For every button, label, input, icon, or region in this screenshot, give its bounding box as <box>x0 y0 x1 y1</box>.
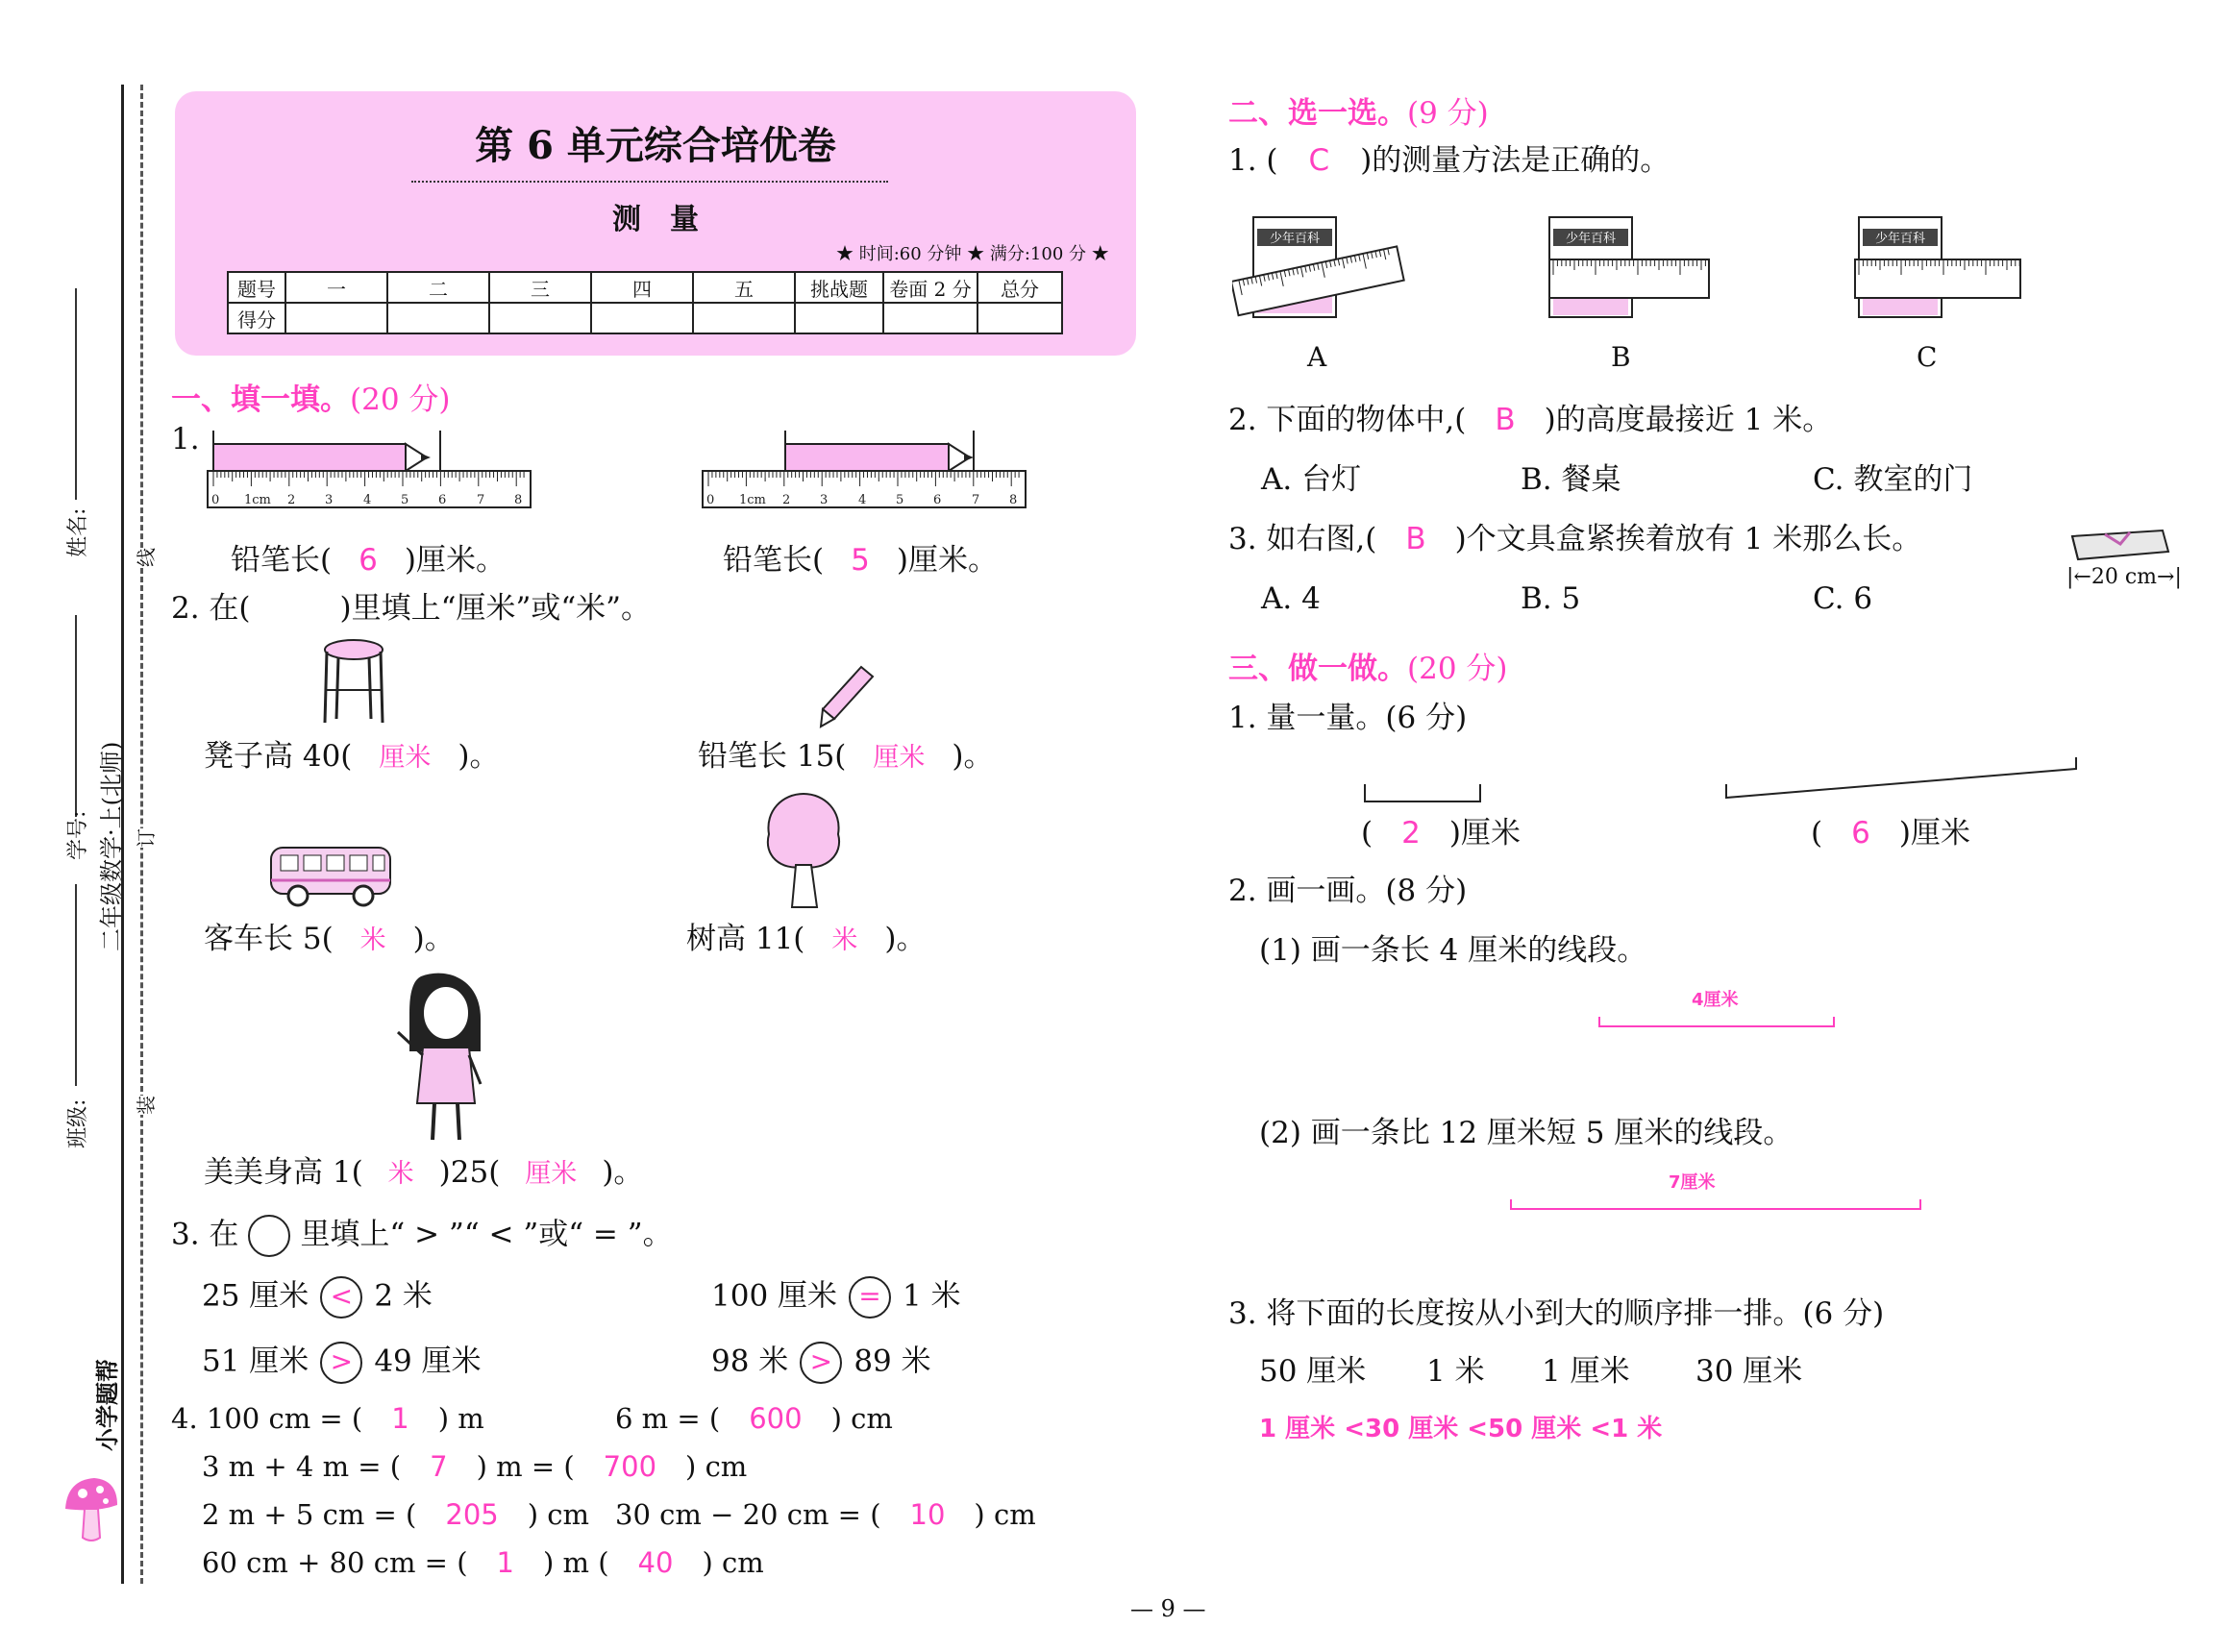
score-cell: 四 <box>591 272 693 303</box>
text: 3. 如右图,( <box>1228 522 1377 556</box>
text: 铅笔长( <box>723 543 825 578</box>
score-cell: 总分 <box>977 272 1062 303</box>
score-cell: 卷面 2 分 <box>883 272 977 303</box>
q4-line1b <box>615 1402 893 1435</box>
answer-text[interactable]: 2 <box>1401 816 1421 851</box>
score-input[interactable] <box>285 303 387 333</box>
score-cell: 三 <box>489 272 591 303</box>
book-title: 少年百科 <box>1874 232 1926 246</box>
text: 51 厘米 <box>202 1344 309 1379</box>
text: )。 <box>412 922 455 956</box>
s3-q1a-answer <box>1361 816 1521 851</box>
text: 铅笔长 15( <box>698 739 847 774</box>
s3-q2a-prompt: (1) 画一条长 4 厘米的线段。 <box>1259 933 1647 968</box>
score-input[interactable] <box>977 303 1062 333</box>
mushroom-logo-icon <box>58 1470 125 1547</box>
s3-q2b-answer-label: 7厘米 <box>1669 1172 1716 1193</box>
class-underline <box>75 884 77 1086</box>
score-input[interactable] <box>883 303 977 333</box>
q2-pencil-line <box>698 739 994 774</box>
measure-bracket: →| <box>2157 565 2182 589</box>
option-b-book-ruler <box>1538 210 1711 325</box>
ruler-label: 7 <box>477 493 485 507</box>
s2-q3-option-a: A. 4 <box>1261 581 1321 616</box>
answer-text[interactable]: 700 <box>603 1450 657 1483</box>
answer-text[interactable]: 厘米 <box>525 1159 578 1189</box>
text: ) m = ( <box>476 1450 575 1483</box>
brand-label: 小学题帮 <box>93 1359 121 1451</box>
section-title: 二、选一选。 <box>1228 96 1407 131</box>
q1-number: 1. <box>171 422 200 456</box>
ruler-label: 6 <box>438 493 447 507</box>
class-label: 班级: <box>66 1098 90 1148</box>
text: )的测量方法是正确的。 <box>1360 143 1670 178</box>
ruler-label: 8 <box>1009 493 1018 507</box>
section-points: (9 分) <box>1407 96 1489 131</box>
text: )个文具盒紧挨着放有 1 米那么长。 <box>1454 522 1922 556</box>
xuehao-label: 学号: <box>66 810 90 860</box>
grade-label: 二年级数学·上(北师) <box>98 741 125 951</box>
text: )25( <box>438 1155 501 1190</box>
pencil-case-icon <box>2066 523 2172 571</box>
compare-answer[interactable]: < <box>320 1276 362 1319</box>
q2-stool-line <box>204 739 500 774</box>
compare-answer[interactable]: > <box>800 1342 842 1384</box>
stool-icon <box>317 636 390 728</box>
text: 1. ( <box>1228 143 1278 178</box>
option-a-book-ruler <box>1232 210 1405 325</box>
measure-bracket: |← <box>2066 565 2091 589</box>
pencil-icon <box>819 663 877 730</box>
answer-text[interactable]: 600 <box>749 1402 803 1435</box>
option-a-label: A <box>1307 341 1327 373</box>
text: ) cm <box>974 1498 1036 1531</box>
text: ) cm <box>685 1450 748 1483</box>
section-points: (20 分) <box>350 382 451 417</box>
compare-answer[interactable]: = <box>849 1276 891 1319</box>
q2-girl-line <box>204 1155 644 1190</box>
score-table <box>227 271 1063 334</box>
score-cell: 一 <box>285 272 387 303</box>
ruler-label: 4 <box>858 493 867 507</box>
q3-item-d <box>711 1342 931 1384</box>
s3-q2b-prompt: (2) 画一条比 12 厘米短 5 厘米的线段。 <box>1259 1116 1794 1150</box>
q3-item-c <box>202 1342 482 1384</box>
score-cell: 二 <box>387 272 489 303</box>
ruler-pencil-right <box>697 423 1033 519</box>
text: ) cm <box>830 1402 893 1435</box>
s2-q1 <box>1228 143 1670 178</box>
score-cell: 题号 <box>228 272 285 303</box>
option-c-label: C <box>1917 341 1938 373</box>
ruler-label: 8 <box>514 493 523 507</box>
s2-q2 <box>1228 403 1833 437</box>
text: )厘米。 <box>896 543 998 578</box>
ruler-label: 4 <box>363 493 372 507</box>
s2-q3-option-c: C. 6 <box>1813 581 1873 616</box>
text: ) m ( <box>542 1546 609 1579</box>
text: ( <box>1361 816 1373 851</box>
s3-q3-item: 30 厘米 <box>1695 1354 1803 1389</box>
answer-text[interactable]: 米 <box>387 1159 414 1189</box>
section3-heading <box>1228 644 1508 687</box>
answer-text[interactable]: 7 <box>430 1450 448 1483</box>
answer-text[interactable]: 厘米 <box>379 743 432 773</box>
text: )。 <box>952 739 994 774</box>
text: 3. 在 <box>171 1217 239 1252</box>
q2-tree-line <box>686 922 927 956</box>
cut-label-xian: 线 <box>131 548 159 567</box>
text: 树高 11( <box>686 922 805 956</box>
page-number: — 9 — <box>1130 1595 1206 1622</box>
measure-segment-short <box>1361 780 1486 809</box>
text: 里填上“ > ”“ < ”或“ = ”。 <box>300 1217 673 1252</box>
text: 3 m + 4 m = ( <box>202 1450 402 1483</box>
ruler-label: 2 <box>782 493 791 507</box>
text: )。 <box>458 739 500 774</box>
ruler-label: 5 <box>401 493 409 507</box>
text: 客车长 5( <box>204 922 334 956</box>
text: 49 厘米 <box>374 1344 482 1379</box>
ruler-label: 3 <box>325 493 334 507</box>
ruler-label: 6 <box>933 493 942 507</box>
option-c-book-ruler <box>1851 210 2024 325</box>
book-title: 少年百科 <box>1269 232 1321 246</box>
score-input[interactable] <box>591 303 693 333</box>
pencil-case-measure <box>2066 567 2182 588</box>
cut-label-ding: 订 <box>131 828 159 848</box>
s3-q2-prompt: 2. 画一画。(8 分) <box>1228 874 1468 908</box>
text: ) m <box>437 1402 484 1435</box>
tree-icon <box>761 788 846 911</box>
q3-prompt <box>171 1215 673 1257</box>
q2-bus-line <box>204 922 455 956</box>
text: )厘米 <box>1448 816 1521 851</box>
text: 89 米 <box>854 1344 931 1379</box>
s2-q2-option-b: B. 餐桌 <box>1521 462 1621 497</box>
book-title: 少年百科 <box>1565 232 1617 246</box>
text: 98 米 <box>711 1344 789 1379</box>
page-subtitle: 测 量 <box>612 203 699 236</box>
answer-text[interactable]: 205 <box>445 1498 499 1531</box>
girl-icon <box>388 969 494 1147</box>
answer-text[interactable]: 5 <box>851 543 870 578</box>
s2-q2-option-a: A. 台灯 <box>1261 462 1362 497</box>
ruler-label: 2 <box>287 493 296 507</box>
q2-prompt: 2. 在( )里填上“厘米”或“米”。 <box>171 591 652 626</box>
answer-text[interactable]: 厘米 <box>873 743 926 773</box>
score-cell: 得分 <box>228 303 285 333</box>
option-b-label: B <box>1611 341 1631 373</box>
text: 4. 100 cm = ( <box>171 1402 363 1435</box>
text: 2 m + 5 cm = ( <box>202 1498 417 1531</box>
text: ( <box>1811 816 1823 851</box>
answer-text[interactable]: 6 <box>359 543 378 578</box>
text: 6 m = ( <box>615 1402 721 1435</box>
s3-q3-item: 50 厘米 <box>1259 1354 1367 1389</box>
cut-label-zhuang: 装 <box>131 1096 159 1115</box>
s3-q1b-answer <box>1811 816 1970 851</box>
section-title: 三、做一做。 <box>1228 652 1407 686</box>
s3-q3-prompt: 3. 将下面的长度按从小到大的顺序排一排。(6 分) <box>1228 1296 1885 1331</box>
q3-item-a <box>202 1276 433 1319</box>
score-cell: 五 <box>693 272 795 303</box>
s2-q3-option-b: B. 5 <box>1521 581 1581 616</box>
ruler-label: 1cm <box>739 493 766 507</box>
ruler-label: 1cm <box>244 493 271 507</box>
text: 100 厘米 <box>711 1278 838 1314</box>
answer-text[interactable]: B <box>1405 522 1426 556</box>
q1-right-answer-line <box>723 543 998 578</box>
name-label: 姓名: <box>66 507 90 557</box>
score-input[interactable] <box>795 303 883 333</box>
ruler-label: 5 <box>896 493 904 507</box>
ruler-label: 7 <box>972 493 980 507</box>
text: 60 cm + 80 cm = ( <box>202 1546 468 1579</box>
exam-meta: ★ 时间:60 分钟 ★ 满分:100 分 ★ <box>836 244 1109 264</box>
answer-text[interactable]: 40 <box>637 1546 674 1579</box>
ruler-label: 0 <box>706 493 715 507</box>
answer-text[interactable]: 1 <box>391 1402 409 1435</box>
score-input[interactable] <box>693 303 795 333</box>
text: )厘米 <box>1898 816 1970 851</box>
text: 美美身高 1( <box>204 1155 363 1190</box>
s3-q1-prompt: 1. 量一量。(6 分) <box>1228 701 1468 735</box>
q4-line4 <box>202 1546 764 1579</box>
s3-q3-item: 1 厘米 <box>1542 1354 1630 1389</box>
s2-q3 <box>1228 522 1922 556</box>
text: 铅笔长( <box>231 543 333 578</box>
s3-q2a-drawn-segment[interactable] <box>1597 1015 1838 1030</box>
s3-q3-answer[interactable]: 1 厘米 <30 厘米 <50 厘米 <1 米 <box>1259 1415 1663 1443</box>
answer-text[interactable]: 10 <box>909 1498 946 1531</box>
answer-text[interactable]: 米 <box>359 925 386 955</box>
text: ) cm <box>527 1498 590 1531</box>
answer-text[interactable]: 米 <box>831 925 858 955</box>
q4-line3a <box>202 1498 590 1531</box>
compare-answer[interactable]: > <box>320 1342 362 1384</box>
section-points: (20 分) <box>1407 652 1508 686</box>
answer-text[interactable]: C <box>1308 143 1330 178</box>
score-cell: 挑战题 <box>795 272 883 303</box>
text: 1 米 <box>903 1278 961 1314</box>
blank-circle <box>248 1215 290 1257</box>
q4-line2 <box>202 1450 748 1483</box>
q3-item-b <box>711 1276 961 1319</box>
q4-line3b <box>615 1498 1036 1531</box>
binding-strip <box>0 0 163 1652</box>
s2-q2-option-c: C. 教室的门 <box>1813 462 1973 497</box>
ruler-label: 3 <box>820 493 829 507</box>
text: ) cm <box>702 1546 764 1579</box>
text: )的高度最接近 1 米。 <box>1544 403 1833 437</box>
measure-segment-long <box>1720 755 2086 803</box>
text: )。 <box>602 1155 644 1190</box>
q4-line1a <box>171 1402 484 1435</box>
s3-q2a-answer-label: 4厘米 <box>1692 990 1739 1010</box>
title-divider <box>411 181 888 183</box>
ruler-pencil-left <box>202 423 538 519</box>
answer-text[interactable]: B <box>1495 403 1516 437</box>
s3-q3-item: 1 米 <box>1426 1354 1485 1389</box>
s3-q2b-drawn-segment[interactable] <box>1509 1197 1924 1213</box>
q1-left-answer-line <box>231 543 506 578</box>
text: 2 米 <box>374 1278 433 1314</box>
section1-heading <box>171 375 451 418</box>
score-input[interactable] <box>387 303 489 333</box>
page-title: 第 6 单元综合培优卷 <box>475 123 836 168</box>
measure-label: 20 cm <box>2091 565 2158 589</box>
text: 25 厘米 <box>202 1278 309 1314</box>
text: 30 cm − 20 cm = ( <box>615 1498 881 1531</box>
text: 凳子高 40( <box>204 739 353 774</box>
xuehao-underline <box>75 615 77 817</box>
name-underline <box>75 288 77 500</box>
section2-heading <box>1228 88 1489 132</box>
ruler-label: 0 <box>211 493 220 507</box>
text: 2. 下面的物体中,( <box>1228 403 1467 437</box>
text: )。 <box>884 922 927 956</box>
score-input[interactable] <box>489 303 591 333</box>
bus-icon <box>267 842 394 911</box>
section-title: 一、填一填。 <box>171 382 350 417</box>
answer-text[interactable]: 6 <box>1851 816 1870 851</box>
text: )厘米。 <box>404 543 506 578</box>
answer-text[interactable]: 1 <box>496 1546 514 1579</box>
